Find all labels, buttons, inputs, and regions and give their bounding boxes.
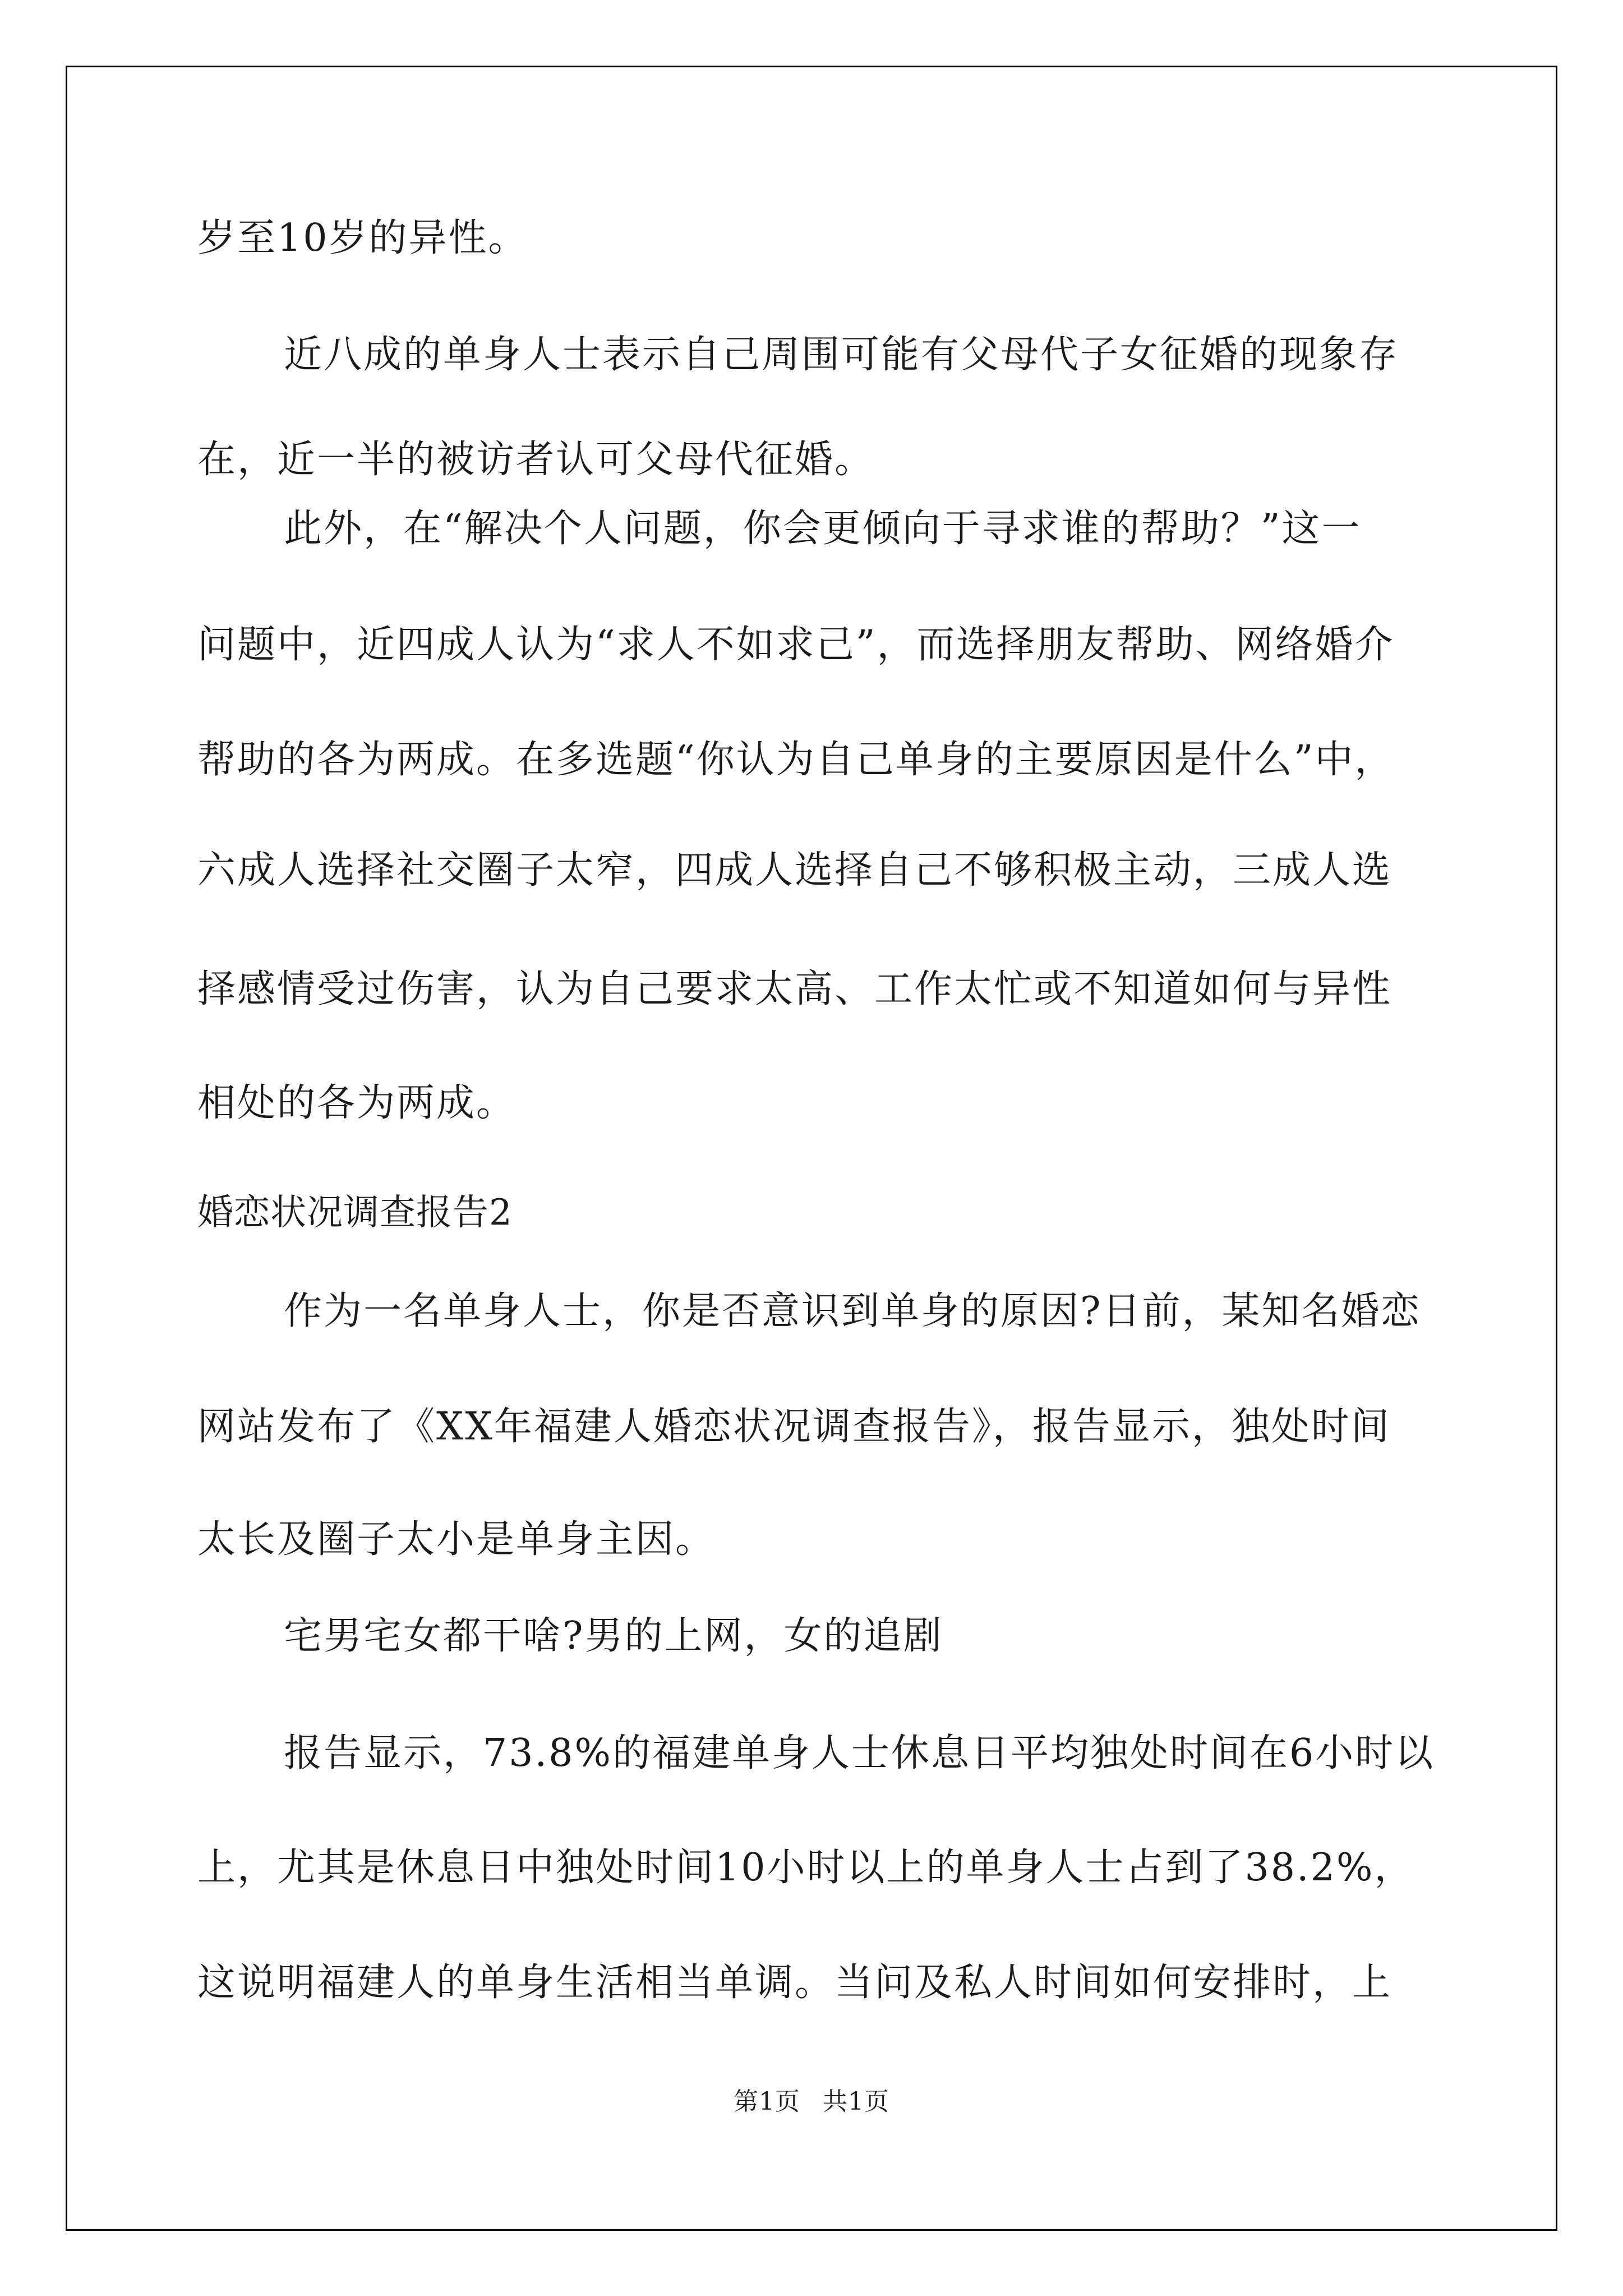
page-border <box>66 66 1557 2231</box>
text-line: 此外，在“解决个人问题，你会更倾向于寻求谁的帮助？”这一 <box>284 507 1362 551</box>
section-heading: 婚恋状况调查报告2 <box>197 1192 513 1234</box>
text-line: 问题中，近四成人认为“求人不如求己”，而选择朋友帮助、网络婚介 <box>197 623 1395 667</box>
text-line: 近八成的单身人士表示自己周围可能有父母代子女征婚的现象存 <box>284 333 1399 377</box>
text-line: 六成人选择社交圈子太窄，四成人选择自己不够积极主动，三成人选 <box>197 848 1393 892</box>
text-line: 岁至10岁的异性。 <box>197 216 528 260</box>
text-line: 相处的各为两成。 <box>197 1081 517 1125</box>
page-total: 共1页 <box>823 2087 889 2116</box>
text-line: 报告显示，73.8%的福建单身人士休息日平均独处时间在6小时以 <box>284 1731 1435 1775</box>
text-line: 网站发布了《XX年福建人婚恋状况调查报告》，报告显示，独处时间 <box>197 1405 1391 1449</box>
text-line: 上，尤其是休息日中独处时间10小时以上的单身人士占到了38.2%， <box>197 1846 1414 1890</box>
text-line: 太长及圈子太小是单身主因。 <box>197 1517 716 1562</box>
text-line: 择感情受过伤害，认为自己要求太高、工作太忙或不知道如何与异性 <box>197 967 1393 1011</box>
page-number: 第1页 <box>734 2087 800 2116</box>
text-line: 在，近一半的被访者认可父母代征婚。 <box>197 438 875 482</box>
text-line: 作为一名单身人士，你是否意识到单身的原因?日前，某知名婚恋 <box>284 1289 1421 1333</box>
page-footer <box>0 2081 1623 2117</box>
text-line: 这说明福建人的单身生活相当单调。当问及私人时间如何安排时，上 <box>197 1961 1393 2005</box>
text-line: 宅男宅女都干啥?男的上网，女的追剧 <box>284 1614 943 1658</box>
text-line: 帮助的各为两成。在多选题“你认为自己单身的主要原因是什么”中， <box>197 738 1395 782</box>
